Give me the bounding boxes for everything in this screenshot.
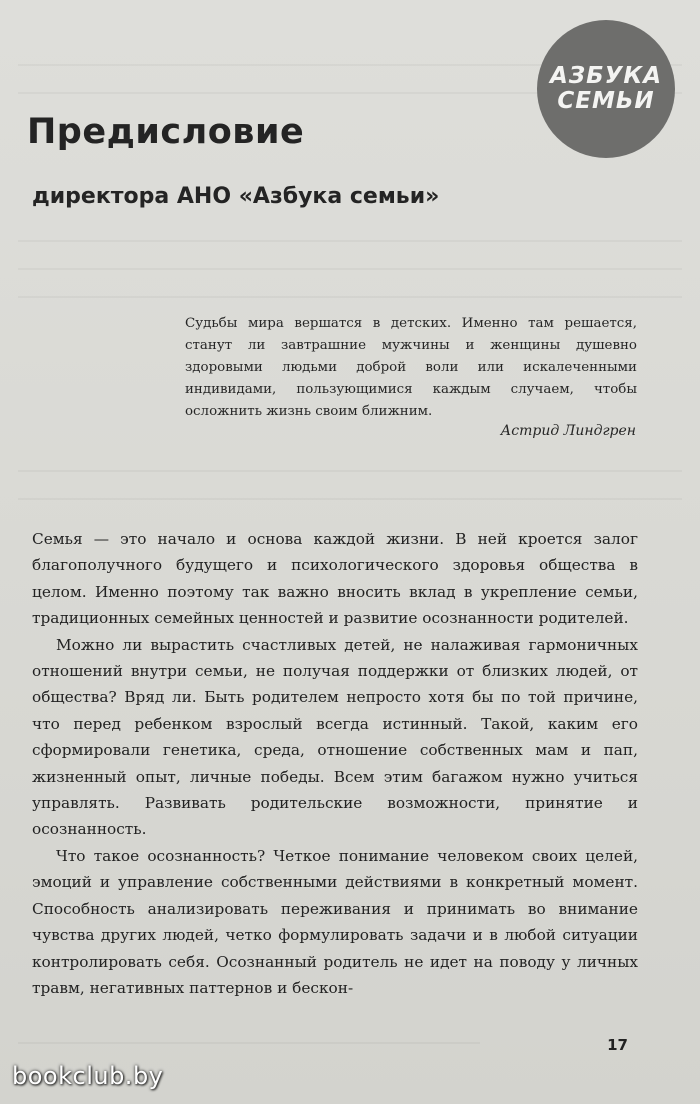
- page-subtitle: директора АНО «Азбука семьи»: [32, 184, 440, 209]
- paragraph-1: Семья — это начало и основа каждой жизни. В ней кроется залог благополучного будущего и психологического здоровья общества в целом. Именно поэтому так важно вносить вклад в укрепление семьи, традиционных семейных ценностей и развитие осознанности родителей.: [32, 530, 638, 628]
- page-number: 17: [607, 1036, 628, 1054]
- epigraph-author: Астрид Линдгрен: [500, 423, 636, 439]
- badge-line-1: АЗБУКА: [549, 63, 662, 89]
- site-watermark: bookclub.by: [12, 1062, 164, 1090]
- body-text: [32, 526, 638, 1001]
- page-title: Предисловие: [27, 112, 305, 152]
- paragraph-2: Можно ли вырастить счастливых детей, не налаживая гармоничных отношений внутри семьи, не получая поддержки от близких людей, от общества? Вряд ли. Быть родителем непросто хотя бы по той причине, что перед ребенком взрослый всегда истинный. Такой, каким его сформировали генетика, среда, отношение собственных мам и пап, жизненный опыт, личные победы. Всем этим багажом нужно учиться управлять. Развивать родительские возможности, принятие и осознанность.: [32, 635, 638, 839]
- badge-line-2: СЕМЬИ: [557, 88, 655, 114]
- azbuka-semyi-badge: [537, 20, 675, 158]
- epigraph-quote: Судьбы мира вершатся в детских. Именно там решается, станут ли завтрашние мужчины и женщины душевно здоровыми людьми доброй воли или искалеченными индивидами, пользующимися каждым случаем, чтобы осложнить жизнь своим ближним.: [185, 316, 637, 419]
- paragraph-3: Что такое осознанность? Четкое понимание человеком своих целей, эмоций и управление собственными действиями в конкретный момент. Способность анализировать переживания и принимать во внимание чувства других людей, четко формулировать задачи и в любой ситуации контролировать себя. Осознанный родитель не идет на поводу у личных травм, негативных паттернов и бескон-: [32, 846, 638, 997]
